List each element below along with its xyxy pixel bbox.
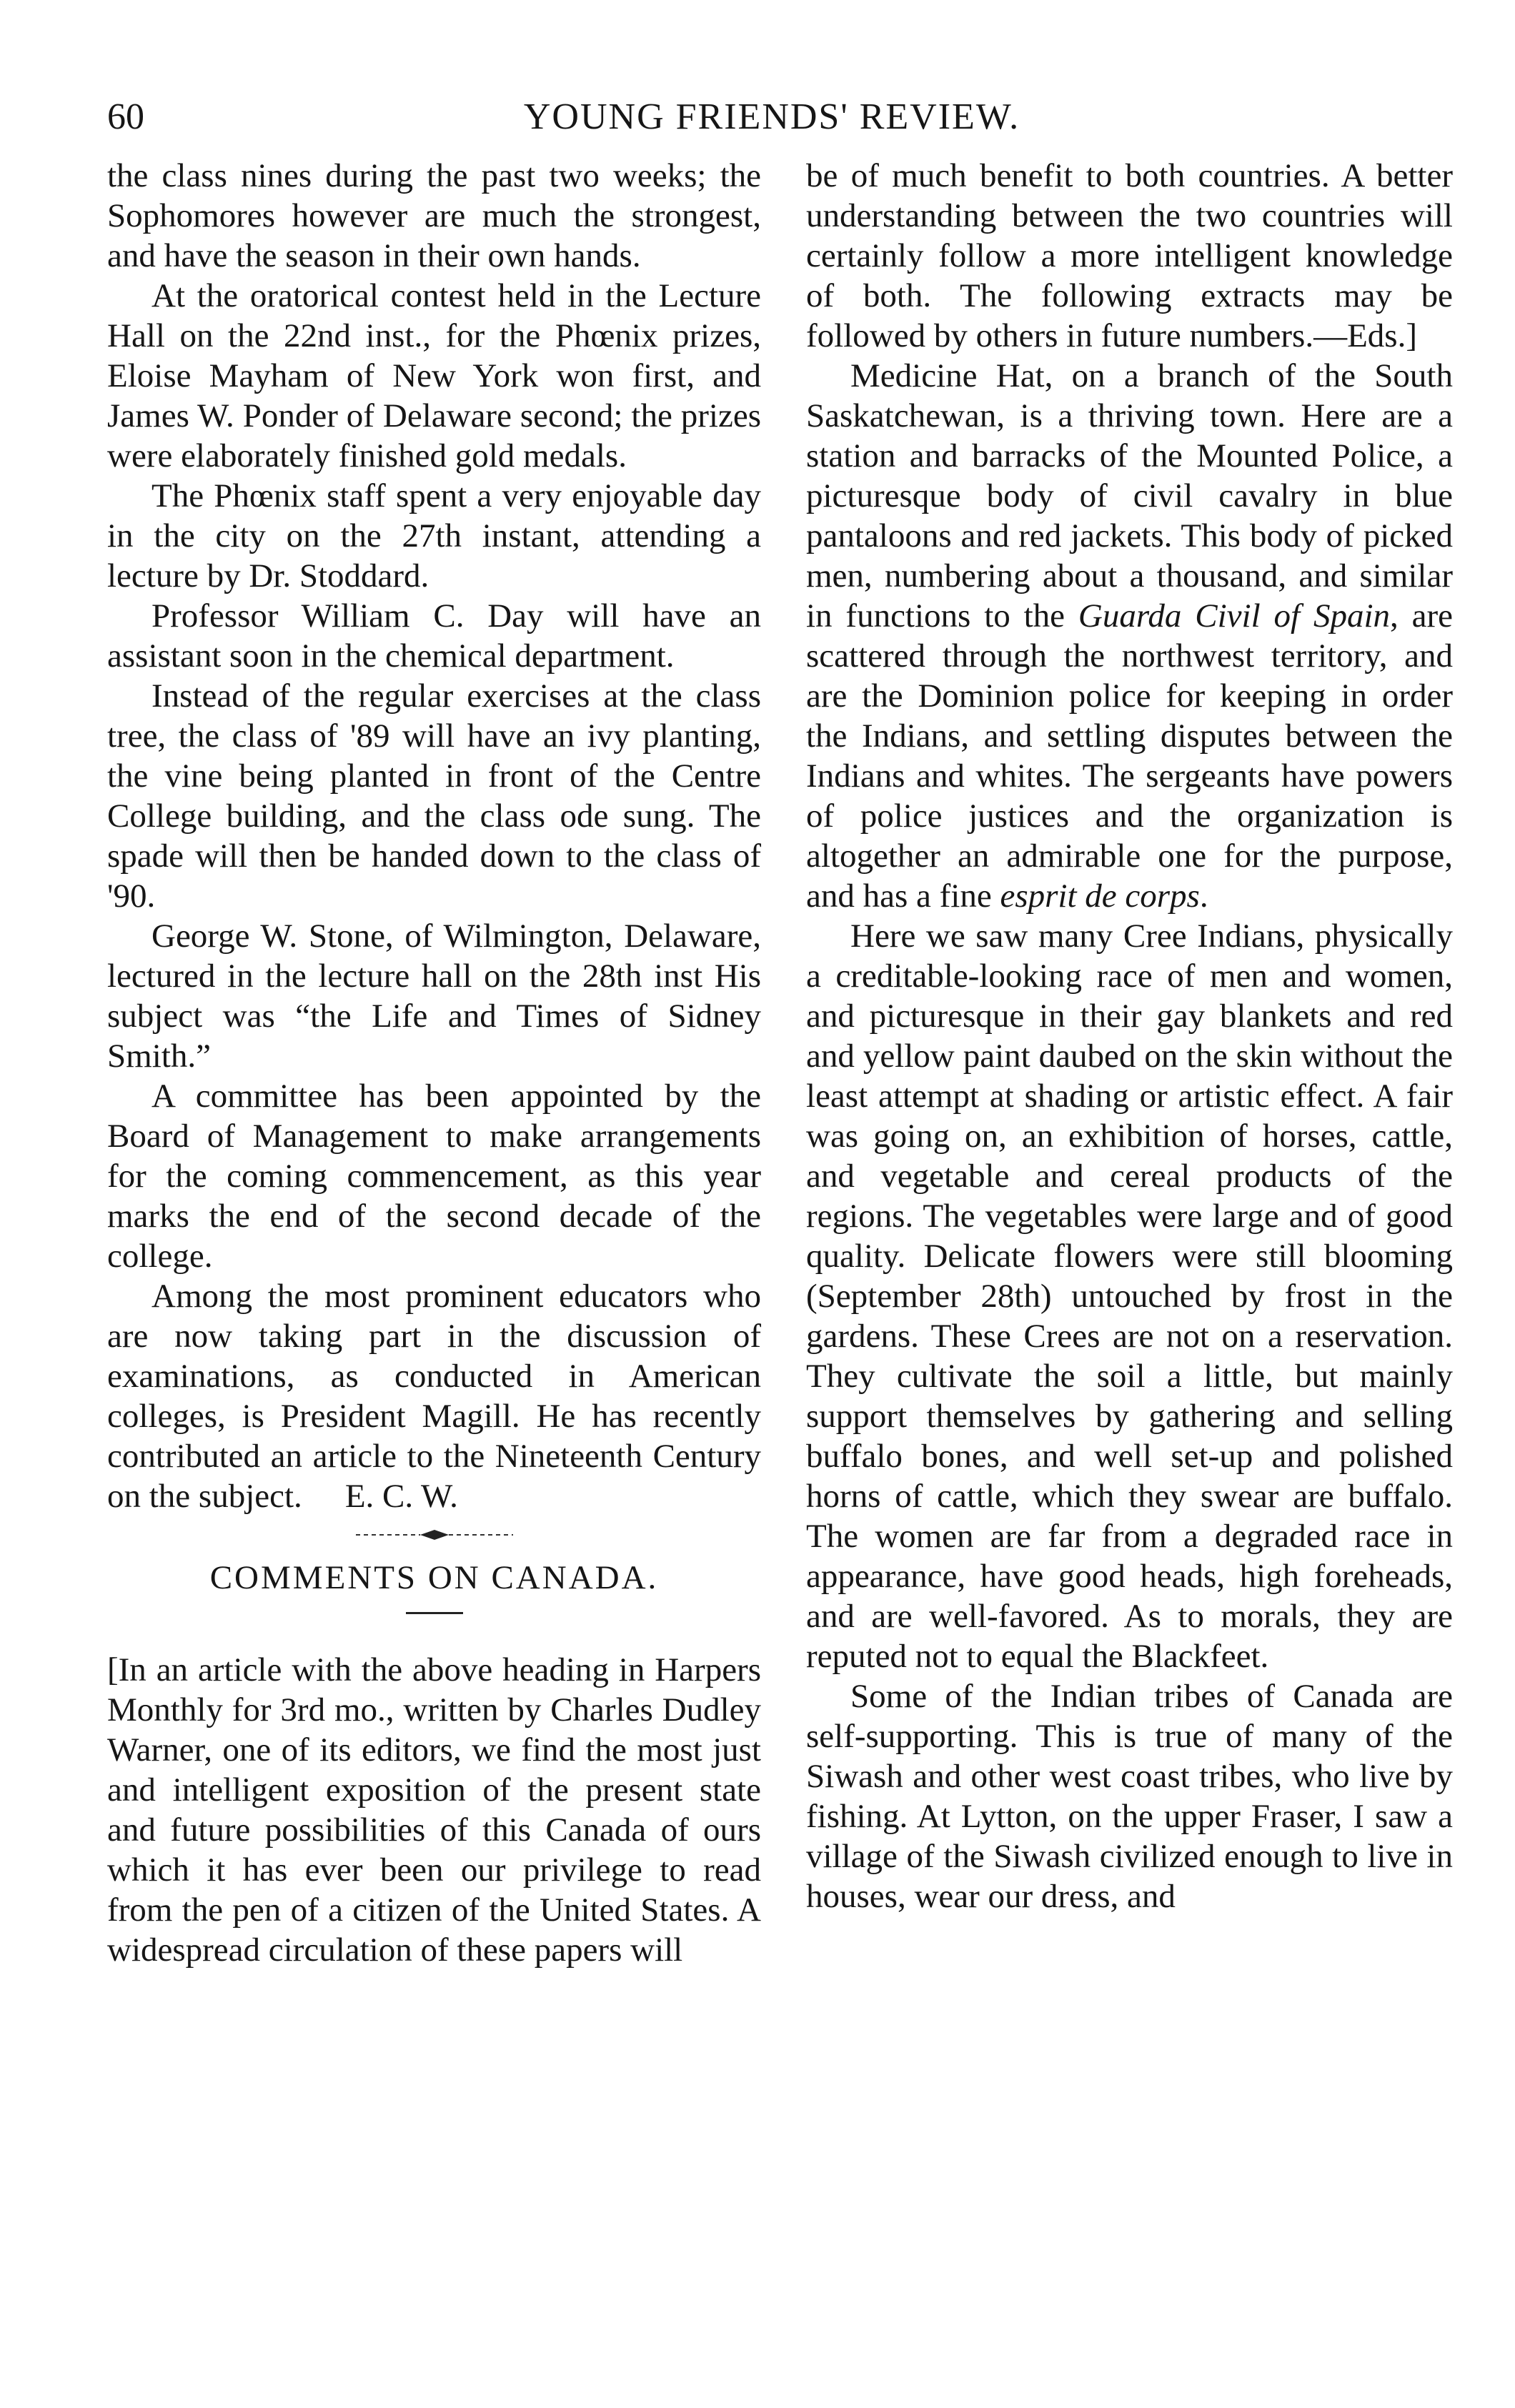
paragraph-george-stone: George W. Stone, of Wilmington, Delaware, lectured in the lecture hall on the 28th inst His subject was “the Life and Times of Sidney Smith.” — [107, 917, 761, 1075]
paragraph-committee: A committee has been appointed by the Board of Management to make arrangements for the coming commencement, as this year marks the end of the second decade of the college. — [107, 1078, 761, 1275]
paragraph-intro-continuation: be of much benefit to both countries. A better understanding between the two countries will certainly follow a more intelligent knowledge of both. The following extracts may be followed by others in future numbers.—Eds.] — [806, 157, 1453, 354]
paragraph-class-nines: the class nines during the past two weeks; the Sophomores however are much the strongest, and have the season in their own hands. — [107, 157, 761, 274]
left-column — [107, 156, 761, 1970]
paragraph-class-tree: Instead of the regular exercises at the class tree, the class of '89 will have an ivy planting, the vine being planted in front of the Centre College building, and the class ode sung. The spade will then be handed down to the class of '90. — [107, 677, 761, 915]
paragraph-professor-day: Professor William C. Day will have an assistant soon in the chemical department. — [107, 597, 761, 675]
medicine-hat-text-3: . — [1199, 877, 1208, 915]
paragraph-intro: [In an article with the above heading in Harpers Monthly for 3rd mo., written by Charles Dudley Warner, one of its editors, we find the most just and intelligent exposition of the present state and future possibilities of this Canada of ours which it has ever been our privilege to read from the pen of a citizen of the United States. A widespread circulation of these papers will — [107, 1651, 761, 1969]
paragraph-phoenix-staff: The Phœnix staff spent a very enjoyable day in the city on the 27th instant, attending a lecture by Dr. Stoddard. — [107, 477, 761, 594]
esprit-de-corps-italic: esprit de corps — [1000, 877, 1200, 915]
paragraph-oratorical-contest: At the oratorical contest held in the Lecture Hall on the 22nd inst., for the Phœnix prizes, Eloise Mayham of New York won first, and James W. Ponder of Delaware second; the prizes were elaborately finished gold medals. — [107, 277, 761, 474]
section-heading: COMMENTS ON CANADA. — [209, 1559, 659, 1596]
paragraph-medicine-hat — [806, 356, 1453, 916]
heading-rule — [406, 1612, 463, 1614]
running-title: YOUNG FRIENDS' REVIEW. — [523, 96, 1020, 137]
page-number: 60 — [107, 96, 144, 137]
paragraph-magill — [107, 1276, 761, 1516]
ornament-divider — [356, 1528, 513, 1542]
author-signature: E. C. W. — [344, 1478, 458, 1515]
medicine-hat-text-2: , are scattered through the northwest territory, and are the Dominion police for keeping in order the Indians, and settling disputes between the Indians and whites. The sergeants have powers of police justices and the organization is altogether an admirable one for the purpose, and has a fine — [806, 597, 1453, 915]
page-header — [107, 91, 1436, 143]
paragraph-siwash: Some of the Indian tribes of Canada are self-supporting. This is true of many of the Siwash and other west coast tribes, who live by fishing. At Lytton, on the upper Fraser, I saw a village of the Siwash civilized enough to live in houses, wear our dress, and — [806, 1678, 1453, 1915]
medicine-hat-text-1: Medicine Hat, on a branch of the South Saskatchewan, is a thriving town. Here are a station and barracks of the Mounted Police, a picturesque body of civil cavalry in blue pantaloons and red jackets. This body of picked men, numbering about a thousand, and similar in functions to the — [806, 357, 1453, 635]
paragraph-cree-indians: Here we saw many Cree Indians, physically a creditable-looking race of men and women, and picturesque in their gay blankets and red and yellow paint daubed on the skin without the least attempt at shading or artistic effect. A fair was going on, an exhibition of horses, cattle, and vegetable and cereal products of the regions. The vegetables were large and of good quality. Delicate flowers were still blooming (September 28th) untouched by frost in the gardens. These Crees are not on a reservation. They cultivate the soil a little, but mainly support themselves by gathering and selling buffalo bones, and well set-up and polished horns of cattle, which they swear are buffalo. The women are far from a degraded race in appearance, have good heads, high foreheads, and are well-favored. As to morals, they are reputed not to equal the Blackfeet. — [806, 917, 1453, 1675]
right-column — [806, 156, 1453, 1916]
guarda-civil-italic: Guarda Civil of Spain — [1078, 597, 1390, 635]
paragraph-magill-text: Among the most prominent educators who are now taking part in the discussion of examinations, as conducted in American colleges, is President Magill. He has recently contributed an article to the Nineteenth Century on the subject. — [107, 1278, 761, 1515]
